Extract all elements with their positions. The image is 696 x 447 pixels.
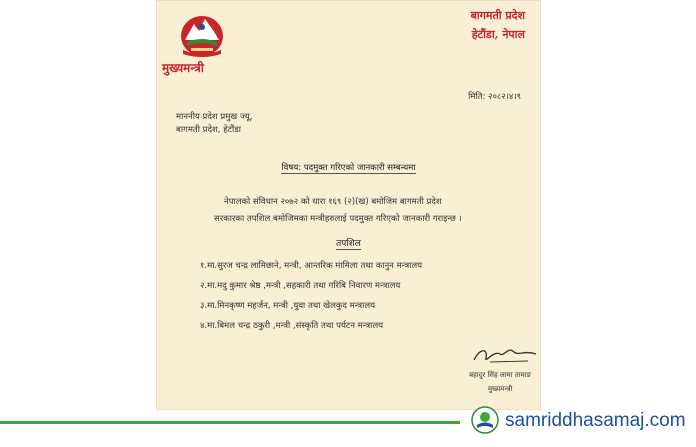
annex-list <box>200 256 422 336</box>
body-line-2: सरकारका तपशिल बमोजिमका मन्त्रीहरुलाई पदमुक्त गरिएको जानकारी गराइन्छ । <box>214 214 462 224</box>
samriddha-samaj-logo-icon <box>471 406 499 434</box>
list-item: २.मा.मदु कुमार श्रेष्ठ ,मन्त्री ,सहकारी तथा गरिबि निवारण मन्त्रालय <box>200 281 401 291</box>
body-paragraph <box>214 194 515 228</box>
recipient-line-2: बागमती प्रदेश, हेटौंडा <box>176 125 241 135</box>
list-item: ३.मा.मिनकृष्ण महर्जन, मन्त्री ,युवा तथा खेलकुद मन्त्रालय <box>200 301 376 311</box>
subject-line <box>156 162 541 173</box>
annex-title: तपशिल <box>336 239 361 249</box>
letterhead-address <box>471 6 525 44</box>
office-title: मुख्यमन्त्री <box>162 61 204 75</box>
list-item: १.मा.सुरज चन्द्र लामिछाने, मन्त्री, आन्तरिक मामिला तथा कानुन मन्त्रालय <box>200 261 423 271</box>
list-item: ४.मा.बिमल चन्द्र ठकुरी ,मन्त्री ,संस्कृति तथा पर्यटन मन्त्रालय <box>200 321 384 331</box>
site-watermark[interactable]: samriddhasamaj.com <box>505 410 686 431</box>
body-line-1: नेपालको संविधान २०७२ को धारा १६९ (२)(ख) बमोजिम बागमती प्रदेश <box>224 197 442 207</box>
subject-text: विषय: पदमुक्त गरिएको जानकारी सम्बन्धमा <box>281 163 416 173</box>
watermark-divider <box>0 421 460 424</box>
signer-block <box>469 368 531 396</box>
signer-name: बहादुर सिंह लामा तामाङ <box>469 371 531 379</box>
signer-title: मुख्यमन्त्री <box>487 385 513 393</box>
annex-heading <box>156 236 541 249</box>
letter-date: मिति: २०८२।४।९ <box>468 92 521 102</box>
recipient-line-1: माननीय प्रदेश प्रमुख ज्यू, <box>176 112 253 122</box>
recipient-block <box>176 111 252 137</box>
letter-document <box>156 0 541 410</box>
handwritten-signature <box>470 340 540 368</box>
nepal-emblem-icon <box>177 10 227 58</box>
office-location: हेटौंडा, नेपाल <box>471 28 525 41</box>
province-name: बागमती प्रदेश <box>470 9 525 22</box>
